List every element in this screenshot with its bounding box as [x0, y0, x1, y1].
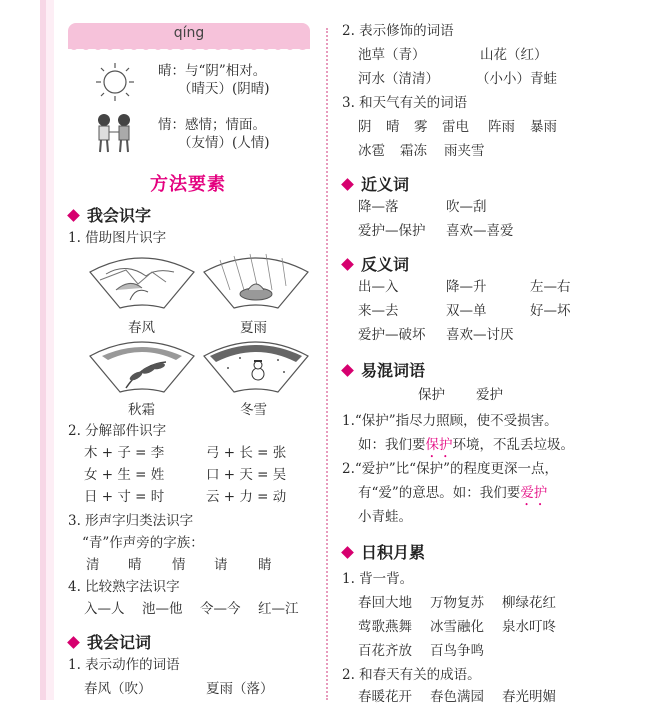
diamond-icon	[341, 258, 354, 271]
modify-1a: 池草（青）	[358, 47, 426, 63]
qing-char-2: 晴	[128, 557, 142, 573]
decomp-3a: 日 + 寸 = 时	[84, 489, 165, 505]
antonym-5: 双—单	[446, 303, 487, 319]
section-title-confusing: 易混词语	[340, 358, 425, 381]
recite-4: 莺歌燕舞	[358, 619, 412, 635]
item-modify-words: 2. 表示修饰的词语	[342, 23, 454, 39]
decomp-3b: 云 + 力 = 动	[206, 489, 287, 505]
qing-char-5: 睛	[258, 557, 272, 573]
idiom-1: 春暖花开	[358, 689, 412, 705]
weather-7: 冰雹	[358, 143, 385, 159]
confuse-line-1: 1.“保护”指尽力照顾，使不受损害。	[342, 413, 558, 429]
caption-summer-rain: 夏雨	[240, 320, 267, 336]
item-action-words: 1. 表示动作的词语	[68, 657, 180, 673]
recite-6: 泉水叮咚	[502, 619, 556, 635]
weather-4: 雷电	[442, 119, 469, 135]
caption-autumn-frost: 秋霜	[128, 402, 155, 418]
antonym-4: 来—去	[358, 303, 399, 319]
confuse-line-2: 如：我们要保护环境，不乱丢垃圾。	[358, 437, 574, 453]
recite-7: 百花齐放	[358, 643, 412, 659]
recite-1: 春回大地	[358, 595, 412, 611]
confuse-line-4: 有“爱”的意思。如：我们要爱护	[358, 485, 548, 501]
action-word-2: 夏雨（落）	[206, 681, 274, 697]
fan-spring-wind-illustration	[86, 250, 198, 312]
decomp-1a: 木 + 子 = 李	[84, 445, 165, 461]
antonym-1: 出—入	[358, 279, 399, 295]
diamond-icon	[341, 178, 354, 191]
modify-2a: 河水（清清）	[358, 71, 439, 87]
recite-2: 万物复苏	[430, 595, 484, 611]
item-spring-idioms: 2. 和春天有关的成语。	[342, 667, 481, 683]
confuse-word-1: 保护	[418, 387, 445, 403]
diamond-icon	[341, 364, 354, 377]
word-def-qing-feeling: 情：感情；情面。	[158, 117, 266, 133]
item-phonetic: 3. 形声字归类法识字	[68, 513, 194, 529]
item-picture-recognize: 1. 借助图片识字	[68, 230, 167, 246]
diamond-icon	[67, 636, 80, 649]
qing-char-4: 请	[214, 557, 228, 573]
antonym-6: 好—坏	[530, 303, 571, 319]
section-title-recognize: 我会识字	[66, 203, 151, 226]
confuse-line-5: 小青蛙。	[358, 509, 412, 525]
weather-6: 暴雨	[530, 119, 557, 135]
synonym-3: 爱护—保护	[358, 223, 426, 239]
emphasis-cherish: 爱护	[520, 485, 548, 501]
antonym-8: 喜欢—讨厌	[446, 327, 514, 343]
confuse-word-2: 爱护	[476, 387, 503, 403]
recite-5: 冰雪融化	[430, 619, 484, 635]
action-word-1: 春风（吹）	[84, 681, 152, 697]
decomp-2a: 女 + 生 = 姓	[84, 467, 165, 483]
recite-8: 百鸟争鸣	[430, 643, 484, 659]
qing-char-1: 清	[86, 557, 100, 573]
diamond-icon	[341, 546, 354, 559]
confuse-line-3: 2.“爱护”比“保护”的程度更深一点，	[342, 461, 558, 477]
method-title: 方法要素	[150, 174, 226, 195]
antonym-7: 爱护—破坏	[358, 327, 426, 343]
fan-autumn-frost-illustration	[86, 334, 198, 396]
synonym-2: 吹—刮	[446, 199, 487, 215]
decomp-1b: 弓 + 长 = 张	[206, 445, 287, 461]
qing-char-3: 情	[172, 557, 186, 573]
item-recite: 1. 背一背。	[342, 571, 414, 587]
idiom-3: 春光明媚	[502, 689, 556, 705]
banner-wave-edge	[68, 45, 310, 55]
idiom-2: 春色满园	[430, 689, 484, 705]
weather-2: 晴	[386, 119, 400, 135]
compare-1: 入—人	[84, 601, 125, 617]
page-edge-inner	[46, 0, 54, 700]
word-def-qing-sunny: 晴：与“阴”相对。	[158, 63, 267, 79]
item-decompose: 2. 分解部件识字	[68, 423, 167, 439]
modify-2b: （小小）青蛙	[476, 71, 557, 87]
section-title-antonyms: 反义词	[340, 252, 409, 275]
pinyin-label: qíng	[173, 25, 205, 41]
item-weather-words: 3. 和天气有关的词语	[342, 95, 468, 111]
decomp-2b: 口 + 天 = 吴	[206, 467, 287, 483]
diamond-icon	[67, 209, 80, 222]
caption-spring-wind: 春风	[128, 320, 155, 336]
compare-2: 池—他	[142, 601, 183, 617]
antonym-3: 左—右	[530, 279, 571, 295]
emphasis-protect: 保护	[425, 437, 453, 453]
qing-family-intro: “青”作声旁的字族：	[82, 535, 204, 551]
section-title-words: 我会记词	[66, 630, 151, 653]
compare-4: 红—江	[258, 601, 299, 617]
fan-winter-snow-illustration	[200, 334, 312, 396]
section-title-accumulate: 日积月累	[340, 540, 425, 563]
synonym-1: 降—落	[358, 199, 399, 215]
word-examples-qing-sunny: （晴天）(阴晴)	[178, 81, 270, 97]
recite-3: 柳绿花红	[502, 595, 556, 611]
column-divider	[326, 28, 328, 700]
weather-1: 阴	[358, 119, 372, 135]
weather-8: 霜冻	[400, 143, 427, 159]
weather-5: 阵雨	[488, 119, 515, 135]
antonym-2: 降—升	[446, 279, 487, 295]
weather-3: 雾	[414, 119, 428, 135]
modify-1b: 山花（红）	[480, 47, 548, 63]
word-examples-qing-feeling: （友情）(人情)	[178, 135, 270, 151]
weather-9: 雨夹雪	[444, 143, 485, 159]
pinyin-banner	[68, 23, 310, 49]
synonym-4: 喜欢—喜爱	[446, 223, 514, 239]
item-compare: 4. 比较熟字法识字	[68, 579, 180, 595]
section-title-synonyms: 近义词	[340, 172, 409, 195]
sun-icon	[92, 60, 138, 104]
compare-3: 令—今	[200, 601, 241, 617]
caption-winter-snow: 冬雪	[240, 402, 267, 418]
friends-icon	[90, 110, 138, 156]
fan-summer-rain-illustration	[200, 250, 312, 312]
